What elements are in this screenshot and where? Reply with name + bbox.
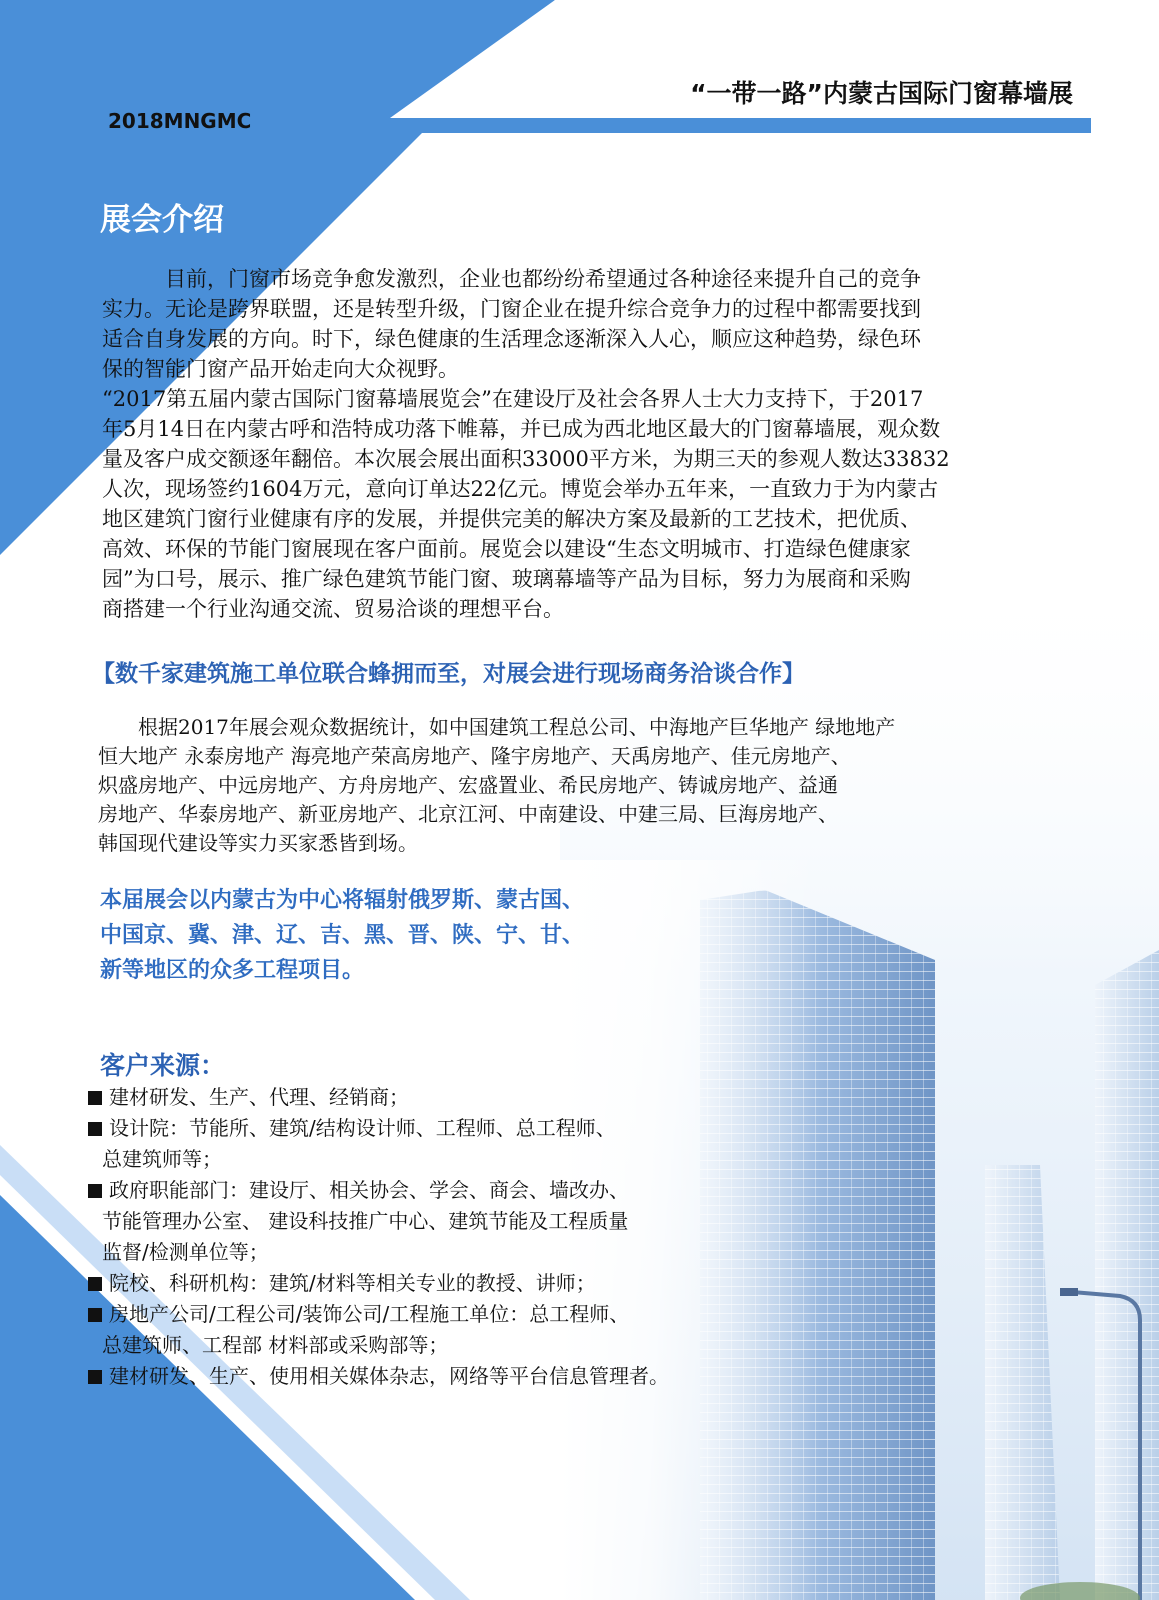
list-item-text: 院校、科研机构：建筑/材料等相关专业的教授、讲师；	[109, 1271, 596, 1295]
list-item-text: 节能管理办公室、 建设科技推广中心、建筑节能及工程质量	[102, 1209, 629, 1233]
customer-sources-title: 客户来源：	[100, 1051, 226, 1080]
list-item-text: 设计院：节能所、建筑/结构设计师、工程师、总工程师、	[109, 1116, 616, 1140]
list-item-text: 建材研发、生产、使用相关媒体杂志，网络等平台信息管理者。	[109, 1364, 669, 1388]
highlight-text	[100, 883, 584, 988]
intro-line: 高效、环保的节能门窗展现在客户面前。展览会以建设“生态文明城市、打造绿色健康家	[102, 537, 911, 561]
stats-line: 韩国现代建设等实力买家悉皆到场。	[98, 831, 418, 855]
square-bullet-icon	[88, 1308, 102, 1322]
intro-line: “2017第五届内蒙古国际门窗幕墙展览会”在建设厅及社会各界人士大力支持下，于2017	[102, 387, 924, 411]
list-item-text: 监督/检测单位等；	[102, 1240, 269, 1264]
square-bullet-icon	[88, 1277, 102, 1291]
list-item	[88, 1082, 778, 1113]
intro-line: 保的智能门窗产品开始走向大众视野。	[102, 357, 459, 381]
intro-line: 年5月14日在内蒙古呼和浩特成功落下帷幕，并已成为西北地区最大的门窗幕墙展，观众数	[102, 417, 941, 441]
list-item-text: 房地产公司/工程公司/装饰公司/工程施工单位：总工程师、	[109, 1302, 630, 1326]
customer-sources-list	[88, 1082, 778, 1392]
stats-line: 房地产、华泰房地产、新亚房地产、北京江河、中南建设、中建三局、巨海房地产、	[98, 802, 838, 826]
intro-line: 适合自身发展的方向。时下，绿色健康的生活理念逐渐深入人心，顺应这种趋势，绿色环	[102, 327, 921, 351]
square-bullet-icon	[88, 1184, 102, 1198]
stats-line: 根据2017年展会观众数据统计，如中国建筑工程总公司、中海地产巨华地产 绿地地产	[98, 715, 896, 739]
list-item-text: 总建筑师等；	[102, 1147, 222, 1171]
intro-line: 商搭建一个行业沟通交流、贸易洽谈的理想平台。	[102, 597, 564, 621]
list-item	[88, 1175, 778, 1268]
list-item	[88, 1268, 778, 1299]
exhibition-title: “一带一路”内蒙古国际门窗幕墙展	[690, 79, 1073, 108]
list-item	[88, 1361, 778, 1392]
list-item-text: 建材研发、生产、代理、经销商；	[109, 1085, 409, 1109]
square-bullet-icon	[88, 1122, 102, 1136]
list-item	[88, 1113, 778, 1175]
stats-paragraph	[98, 713, 1048, 858]
highlight-line: 新等地区的众多工程项目。	[100, 958, 365, 983]
section-title: 展会介绍	[100, 202, 224, 238]
intro-line: 目前，门窗市场竞争愈发激烈，企业也都纷纷希望通过各种途径来提升自己的竞争	[102, 267, 921, 291]
highlight-line: 中国京、冀、津、辽、吉、黑、晋、陕、宁、甘、	[100, 923, 585, 948]
intro-line: 园”为口号，展示、推广绿色建筑节能门窗、玻璃幕墙等产品为目标，努力为展商和采购	[102, 567, 911, 591]
stats-line: 恒大地产 永泰房地产 海亮地产荣高房地产、隆宇房地产、天禹房地产、佳元房地产、	[98, 744, 851, 768]
list-item-text: 政府职能部门：建设厅、相关协会、学会、商会、墙改办、	[109, 1178, 629, 1202]
subheading: 【数千家建筑施工单位联合蜂拥而至，对展会进行现场商务洽谈合作】	[92, 661, 805, 687]
highlight-line: 本届展会以内蒙古为中心将辐射俄罗斯、蒙古国、	[100, 888, 585, 913]
intro-line: 地区建筑门窗行业健康有序的发展，并提供完美的解决方案及最新的工艺技术，把优质、	[102, 507, 921, 531]
intro-line: 实力。无论是跨界联盟，还是转型升级，门窗企业在提升综合竞争力的过程中都需要找到	[102, 297, 921, 321]
list-item-text: 总建筑师、工程部 材料部或采购部等；	[102, 1333, 449, 1357]
list-item	[88, 1299, 778, 1361]
intro-line: 量及客户成交额逐年翻倍。本次展会展出面积33000平方米，为期三天的参观人数达33832	[102, 447, 950, 471]
square-bullet-icon	[88, 1370, 102, 1384]
square-bullet-icon	[88, 1091, 102, 1105]
stats-line: 炽盛房地产、中远房地产、方舟房地产、宏盛置业、希民房地产、铸诚房地产、益通	[98, 773, 838, 797]
intro-line: 人次，现场签约1604万元，意向订单达22亿元。博览会举办五年来，一直致力于为内蒙古	[102, 477, 939, 501]
exhibition-code: 2018MNGMC	[108, 109, 252, 133]
intro-paragraph	[102, 264, 1052, 624]
